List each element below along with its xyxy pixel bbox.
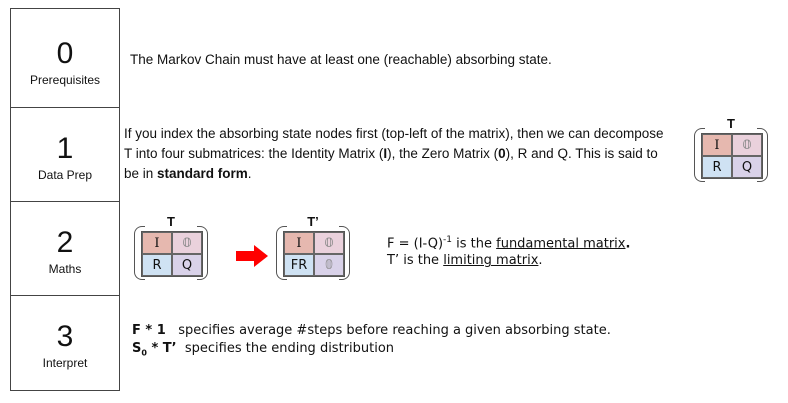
step-3-interpret — [10, 295, 120, 391]
prerequisite-text: The Markov Chain must have at least one (reachable) absorbing state. — [130, 52, 552, 67]
step-number: 3 — [56, 320, 74, 353]
step-label: Interpret — [42, 356, 88, 370]
data-prep-text: If you index the absorbing state nodes first (top-left of the matrix), then we can decompose T into four submatrices: the Identity Matrix (I), the Zero Matrix (0), R and Q. This is said to be in standard form. — [124, 126, 664, 181]
step-number: 1 — [56, 132, 74, 165]
step-number: 0 — [56, 37, 74, 70]
matrix-t-prime: T’ I 𝟘 FR 𝟘 — [276, 218, 350, 280]
matrix-t-standard-form: T I 𝟘 R Q — [694, 120, 768, 182]
matrix-t: T I 𝟘 R Q — [134, 218, 208, 280]
maths-text: $F = (I-Q)^{-1}$ is the fundamental matrix. T’ is the limiting matrix. — [387, 235, 631, 269]
step-1-data-prep — [10, 107, 120, 202]
right-arrow-icon — [236, 245, 268, 267]
step-label: Data Prep — [37, 168, 93, 182]
step-2-maths — [10, 201, 120, 296]
step-number: 2 — [56, 226, 74, 259]
step-0-prerequisites — [10, 8, 120, 108]
interpret-text: F * 1 specifies average #steps before reaching a given absorbing state. $S_0$ * T’ specifies the ending distribution — [132, 323, 611, 358]
step-label: Prerequisites — [29, 73, 101, 87]
step-label: Maths — [48, 262, 82, 276]
